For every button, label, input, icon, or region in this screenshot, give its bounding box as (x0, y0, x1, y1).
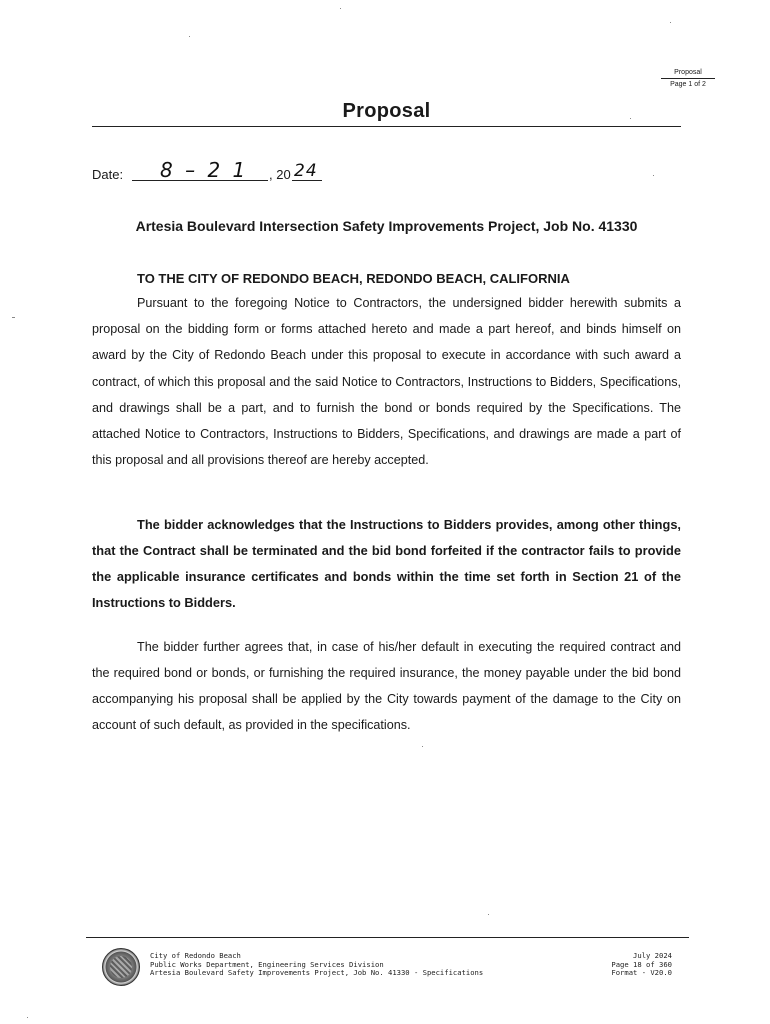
page-header-box (661, 68, 715, 89)
footer-city: City of Redondo Beach (150, 951, 241, 960)
project-title: Artesia Boulevard Intersection Safety Improvements Project, Job No. 41330 (135, 218, 638, 234)
footer-page: Page 18 of 360 (611, 959, 672, 969)
scan-speck (340, 8, 341, 9)
scan-speck (27, 1017, 28, 1018)
scan-speck (630, 118, 631, 119)
year-prefix: , 20 (269, 167, 291, 182)
footer-left (150, 952, 570, 978)
date-label: Date: (92, 167, 124, 182)
footer-format: Format - V20.0 (611, 968, 672, 978)
scan-speck (488, 914, 489, 915)
paragraph-default: The bidder further agrees that, in case of his/her default in executing the required contract and the required bond or bonds, or furnishing the required insurance, the money payable under the bid bond accompanying his proposal shall be applied by the City towards payment of the damage to the City on account of such default, as provided in the specifications. (92, 640, 681, 732)
page-title: Proposal (342, 100, 431, 122)
title-underline (92, 126, 681, 127)
paragraph-pursuant: Pursuant to the foregoing Notice to Contractors, the undersigned bidder herewith submits a proposal on the bidding form or forms attached hereto and made a part hereof, and binds himself on award by the City of Redondo Beach under this proposal to execute in accordance with such award a contract, of which this proposal and the said Notice to Contractors, Instructions to Bidders, Specifications, and drawings shall be a part, and to furnish the bond or bonds required by the Specifications. The attached Notice to Contractors, Instructions to Bidders, Specifications, and drawings are made a part of this proposal and all provisions thereof are hereby accepted. (92, 296, 681, 468)
header-divider (661, 78, 715, 79)
scan-speck (12, 317, 15, 318)
footer-project: Artesia Boulevard Safety Improvements Project, Job No. 41330 - Specifications (150, 968, 484, 978)
scan-speck (670, 22, 671, 23)
footer-date: July 2024 (633, 951, 672, 960)
handwritten-date: 8 – 2 1 (160, 158, 249, 182)
footer-divider (86, 937, 689, 938)
footer-right (590, 952, 672, 978)
scan-speck (422, 746, 423, 747)
paragraph-acknowledgement: The bidder acknowledges that the Instructions to Bidders provides, among other things, that the Contract shall be terminated and the bid bond forfeited if the contractor fails to provide the applicable insurance certificates and bonds within the time set forth in Section 21 of the Instructions to Bidders. (92, 517, 681, 610)
header-page-number: Page 1 of 2 (670, 81, 706, 88)
scan-speck (653, 175, 654, 176)
city-seal-icon (102, 948, 140, 986)
date-field (92, 160, 492, 184)
scan-speck (189, 36, 190, 37)
footer-department: Public Works Department, Engineering Services Division (150, 959, 384, 969)
addressee: TO THE CITY OF REDONDO BEACH, REDONDO BEACH, CALIFORNIA (137, 271, 570, 286)
header-label: Proposal (674, 69, 702, 76)
handwritten-year: 24 (294, 161, 318, 181)
